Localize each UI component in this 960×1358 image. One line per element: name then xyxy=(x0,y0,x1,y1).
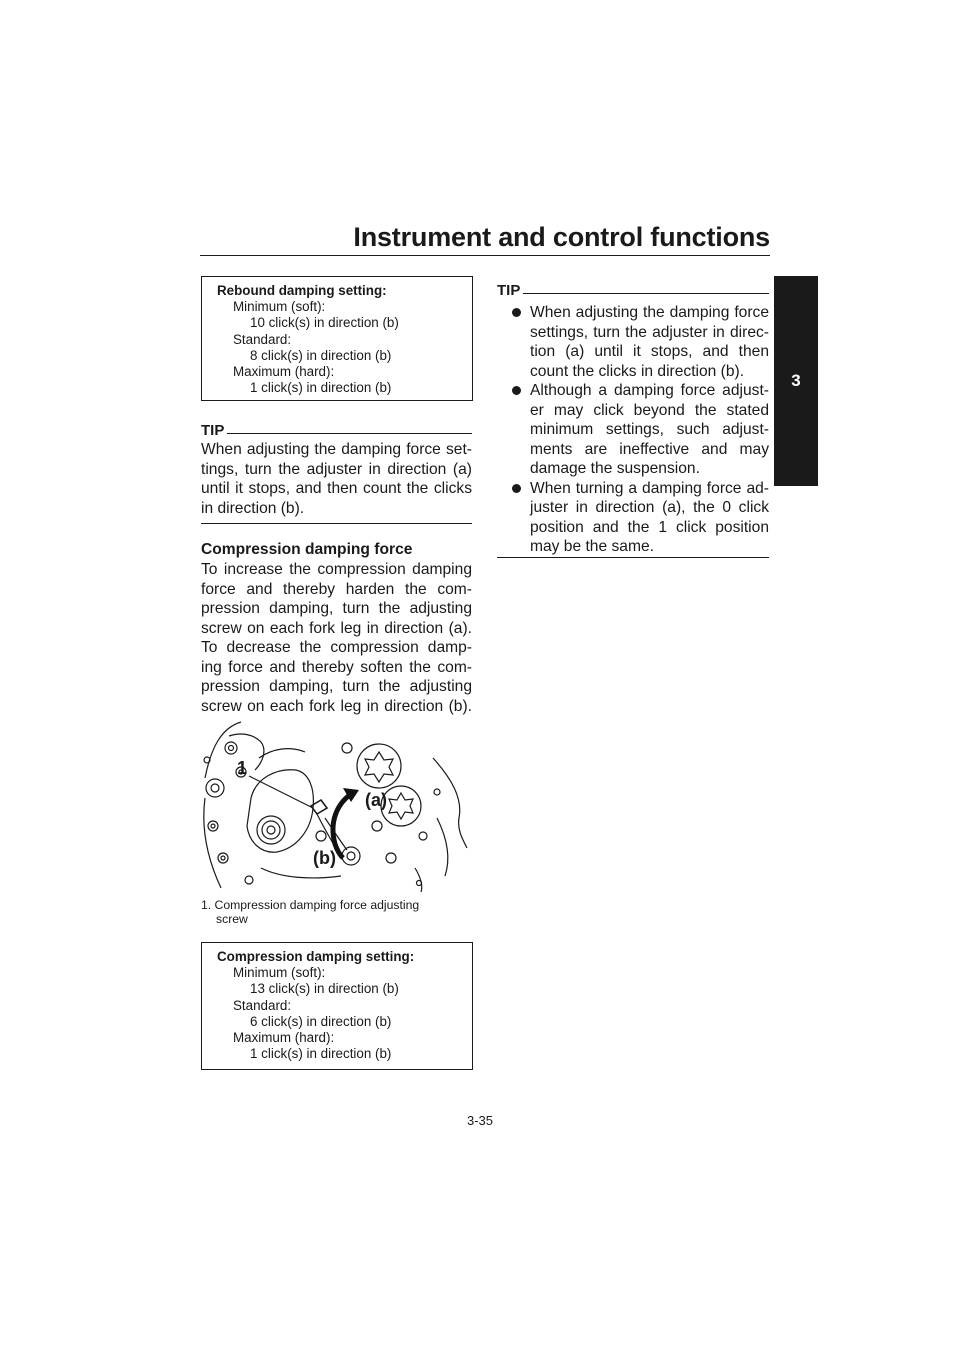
bullet-icon xyxy=(512,308,521,317)
compression-line: pression damping, turn the adjusting xyxy=(201,678,472,695)
header-rule xyxy=(200,255,770,256)
tip-left-rule-top xyxy=(227,433,472,434)
tip-left-heading xyxy=(201,422,472,439)
tip-right-rule-bottom xyxy=(497,557,769,558)
list-item-line: When turning a damping force ad- xyxy=(530,479,769,497)
compression-spec-box xyxy=(201,942,473,1070)
list-item-line: When adjusting the damping force xyxy=(530,304,769,321)
chapter-tab: 3 xyxy=(774,276,818,486)
list-item-line: tion (a) until it stops, and then xyxy=(530,343,769,360)
compression-line: To decrease the compression damp- xyxy=(201,639,472,656)
tip-left-text xyxy=(201,440,472,518)
figure-label-b: (b) xyxy=(313,848,336,868)
list-item xyxy=(510,303,769,381)
compression-max-value: 1 click(s) in direction (b) xyxy=(250,1046,392,1062)
compression-line: screw on each fork leg in direction (a). xyxy=(201,619,472,637)
list-item-line: er may click beyond the stated xyxy=(530,401,769,419)
figure-caption-line: screw xyxy=(216,912,248,926)
compression-line: force and thereby harden the com- xyxy=(201,580,472,598)
list-item-line: may be the same. xyxy=(530,538,654,555)
tip-right-label: TIP xyxy=(497,282,521,299)
tip-right-rule-top xyxy=(523,293,769,294)
list-item-line: Although a damping force adjust- xyxy=(530,382,769,399)
tip-left-label: TIP xyxy=(201,422,225,439)
figure-label-1: 1 xyxy=(237,758,248,778)
list-item-line: ments are ineffective and may xyxy=(530,440,769,458)
list-item xyxy=(510,381,769,479)
fork-adjuster-illustration xyxy=(201,718,473,893)
bullet-icon xyxy=(512,484,521,493)
compression-line: screw on each fork leg in direction (b). xyxy=(201,697,472,715)
compression-line: ing force and thereby soften the com- xyxy=(201,658,472,676)
tip-left-line: in direction (b). xyxy=(201,499,305,517)
tip-left-line: tings, turn the adjuster in direction (a) xyxy=(201,460,472,478)
page-title: Instrument and control functions xyxy=(353,222,770,252)
compression-min-label: Minimum (soft): xyxy=(233,965,326,981)
list-item xyxy=(510,479,769,557)
list-item-line: position and the 1 click position xyxy=(530,518,769,536)
rebound-max-label: Maximum (hard): xyxy=(233,364,335,380)
rebound-std-label: Standard: xyxy=(233,331,292,347)
tip-left-line: until it stops, and then count the clicks xyxy=(201,480,472,497)
rebound-min-value: 10 click(s) in direction (b) xyxy=(250,315,399,331)
tip-left-line: When adjusting the damping force set- xyxy=(201,441,472,458)
compression-heading: Compression damping force xyxy=(201,541,413,558)
rebound-max-value: 1 click(s) in direction (b) xyxy=(250,380,392,396)
tip-right-heading xyxy=(497,282,769,299)
list-item-line: juster in direction (a), the 0 click xyxy=(530,499,769,516)
rebound-std-value: 8 click(s) in direction (b) xyxy=(250,347,392,363)
figure-label-a: (a) xyxy=(365,790,387,810)
figure-caption xyxy=(201,898,473,926)
bullet-icon xyxy=(512,386,521,395)
compression-line: pression damping, turn the adjusting xyxy=(201,600,472,617)
compression-std-label: Standard: xyxy=(233,997,292,1013)
compression-max-label: Maximum (hard): xyxy=(233,1030,335,1046)
compression-spec-title: Compression damping setting: xyxy=(217,949,415,964)
compression-text xyxy=(201,560,472,716)
compression-min-value: 13 click(s) in direction (b) xyxy=(250,981,399,997)
compression-line: To increase the compression damping xyxy=(201,561,472,578)
rebound-spec-box xyxy=(201,276,473,401)
list-item-line: settings, turn the adjuster in direc- xyxy=(530,323,769,341)
compression-std-value: 6 click(s) in direction (b) xyxy=(250,1013,392,1029)
rebound-spec-title: Rebound damping setting: xyxy=(217,283,387,298)
tip-right-list xyxy=(510,303,769,557)
list-item-line: damage the suspension. xyxy=(530,460,700,477)
list-item-line: count the clicks in direction (b). xyxy=(530,362,745,380)
tip-left-rule-bottom xyxy=(201,523,472,524)
page-number: 3-35 xyxy=(467,1113,494,1128)
rebound-min-label: Minimum (soft): xyxy=(233,299,326,315)
list-item-line: minimum settings, such adjust- xyxy=(530,421,769,438)
figure-caption-line: 1. Compression damping force adjusting xyxy=(201,898,420,912)
